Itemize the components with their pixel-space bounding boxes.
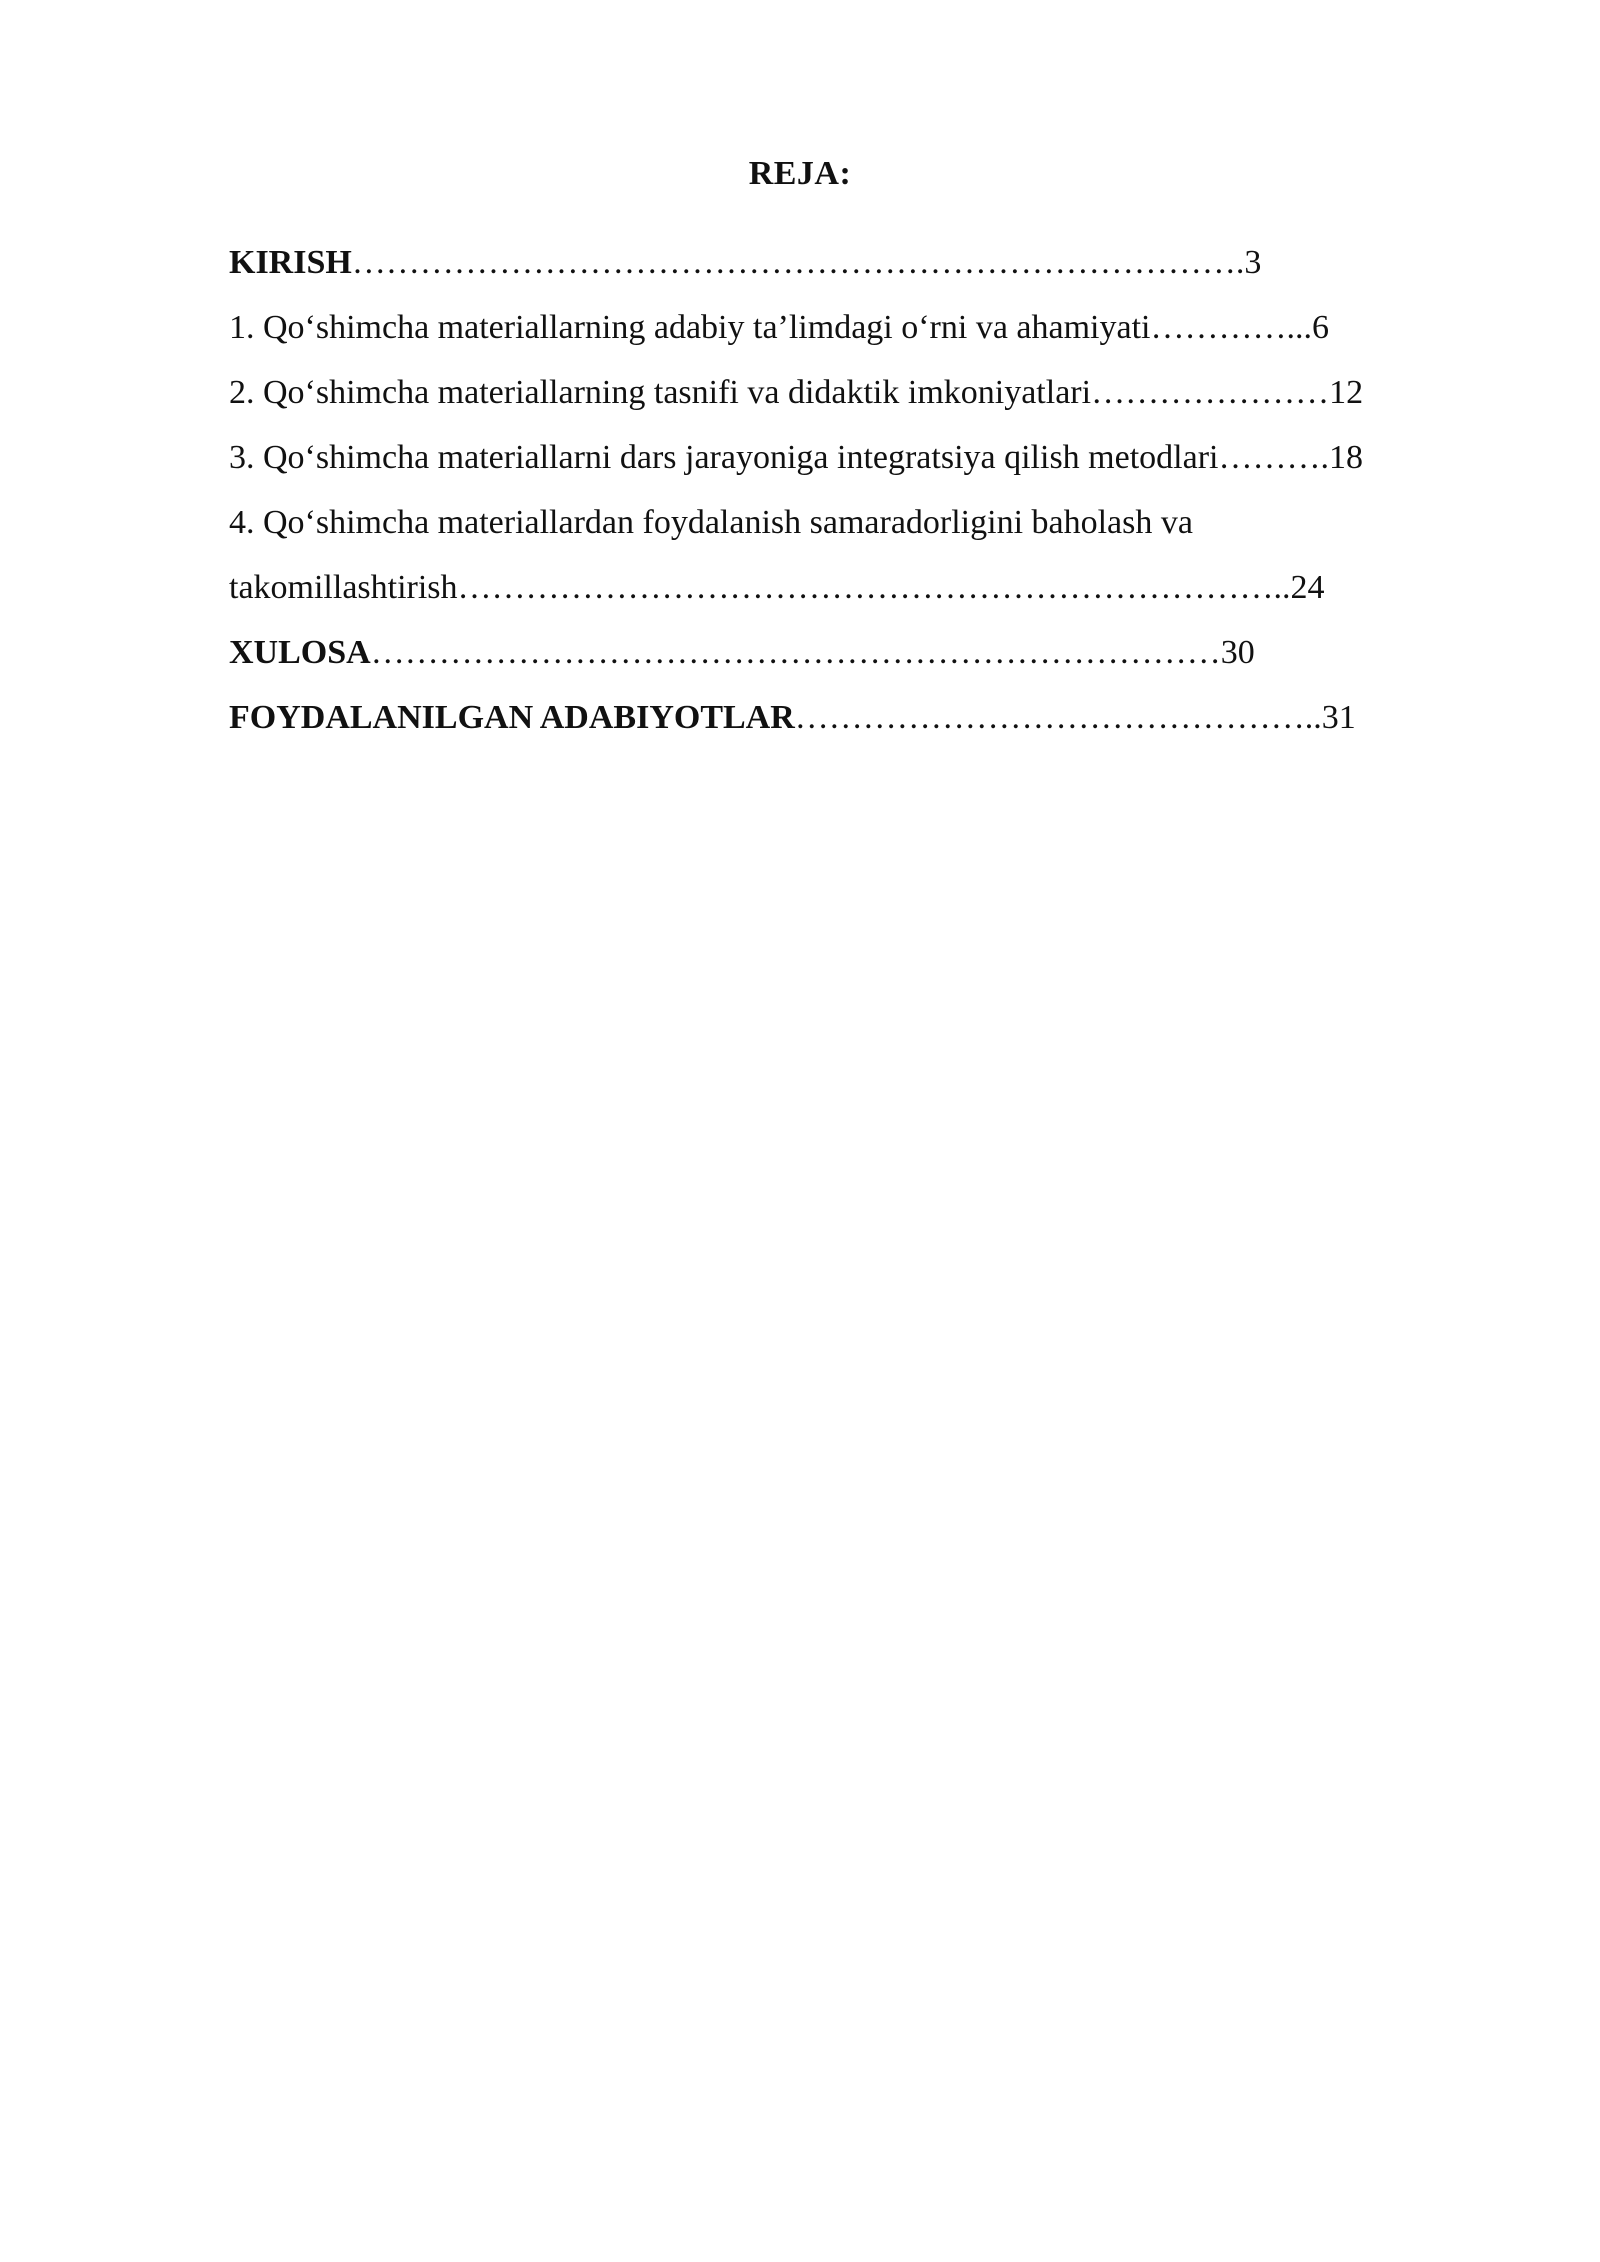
toc-entry-xulosa	[229, 620, 1489, 685]
toc-entry-adabiyotlar	[229, 685, 1489, 750]
toc-heading: 1. Qo‘shimcha materiallarning adabiy ta’limdagi o‘rni va ahamiyati	[229, 309, 1151, 346]
toc-entry-4-line-1	[229, 490, 1489, 555]
toc-entry-3	[229, 425, 1489, 490]
toc-entry-2	[229, 360, 1489, 425]
toc-heading: XULOSA	[229, 634, 371, 671]
toc-leader: …………………………………………………………………	[370, 634, 1221, 671]
toc-heading: KIRISH	[229, 244, 352, 281]
toc-leader: ……….	[1218, 439, 1329, 476]
toc-leader: …………………	[1091, 374, 1330, 411]
toc-leader: ………………………………………..	[794, 699, 1322, 736]
toc-entry-1	[229, 295, 1489, 360]
toc-heading: takomillashtirish	[229, 569, 458, 606]
toc-page-number: 31	[1321, 699, 1356, 736]
toc-heading: 2. Qo‘shimcha materiallarning tasnifi va didaktik imkoniyatlari	[229, 374, 1092, 411]
toc-heading: 3. Qo‘shimcha materiallarni dars jarayoniga integratsiya qilish metodlari	[229, 439, 1219, 476]
toc-page-number: 12	[1329, 374, 1364, 411]
toc-leader: …………...	[1150, 309, 1312, 346]
toc-entry-kirish	[229, 230, 1489, 295]
page-title: REJA:	[748, 155, 852, 192]
toc-entry-4-line-2	[229, 555, 1489, 620]
toc-page-number: 3	[1244, 244, 1262, 281]
toc-leader: …………………………………………………………………….	[351, 244, 1245, 281]
toc-page-number: 18	[1328, 439, 1363, 476]
toc-page-number: 24	[1290, 569, 1325, 606]
table-of-contents	[229, 230, 1489, 750]
toc-leader: ………………………………………………………………..	[457, 569, 1291, 606]
toc-heading: FOYDALANILGAN ADABIYOTLAR	[229, 699, 795, 736]
toc-page-number: 30	[1220, 634, 1255, 671]
toc-page-number: 6	[1311, 309, 1329, 346]
toc-heading: 4. Qo‘shimcha materiallardan foydalanish samaradorligini baholash va	[229, 504, 1193, 541]
